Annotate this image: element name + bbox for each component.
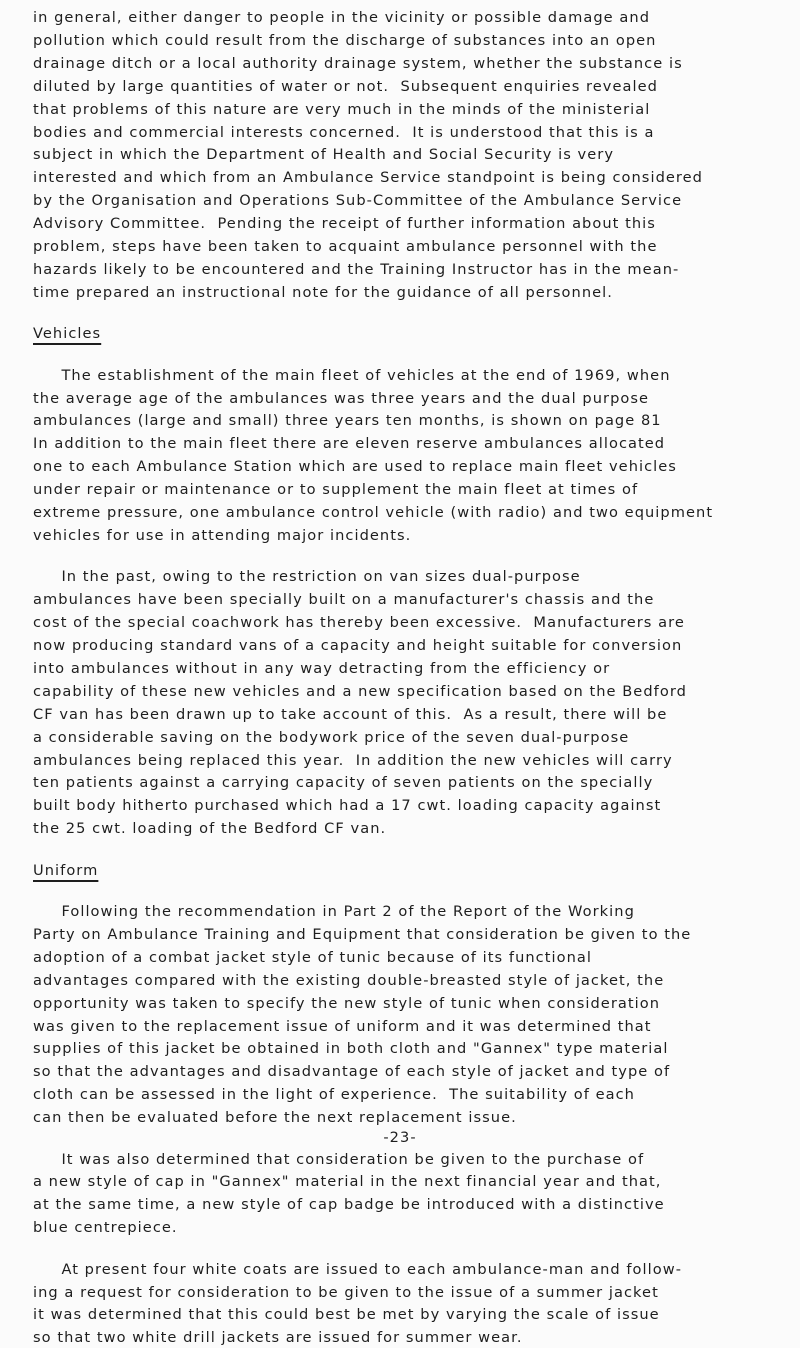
text-line: into ambulances without in any way detracting from the efficiency or: [33, 659, 611, 677]
text-line: ing a request for consideration to be given to the issue of a summer jacket: [33, 1283, 659, 1301]
text-line: ambulances (large and small) three years ten months, is shown on page 81: [33, 412, 662, 430]
text-line: bodies and commercial interests concerned. It is understood that this is a: [33, 123, 655, 141]
text-line: ambulances have been specially built on a manufacturer's chassis and the: [33, 591, 655, 609]
text-line: subject in which the Department of Health and Social Security is very: [33, 146, 614, 164]
section-heading-vehicles: Vehicles: [33, 325, 102, 343]
text-line: diluted by large quantities of water or not. Subsequent enquiries revealed: [33, 77, 658, 95]
text-line: At present four white coats are issued to each ambulance-man and follow-: [33, 1260, 683, 1278]
text-line: a considerable saving on the bodywork price of the seven dual-purpose: [33, 728, 630, 746]
text-line: can then be evaluated before the next replacement issue.: [33, 1109, 517, 1127]
text-line: ambulances being replaced this year. In addition the new vehicles will carry: [33, 751, 673, 769]
text-line: Party on Ambulance Training and Equipment that consideration be given to the: [33, 925, 692, 943]
text-line: problem, steps have been taken to acquaint ambulance personnel with the: [33, 238, 658, 255]
text-line: cloth can be assessed in the light of experience. The suitability of each: [33, 1086, 635, 1104]
text-line: the 25 cwt. loading of the Bedford CF van.: [33, 820, 387, 838]
section-heading-uniform: Uniform: [33, 861, 99, 879]
text-line: by the Organisation and Operations Sub-Committee of the Ambulance Service: [33, 192, 683, 210]
text-line: a new style of cap in "Gannex" material in the next financial year and that,: [33, 1173, 662, 1191]
text-line: In the past, owing to the restriction on van sizes dual-purpose: [33, 568, 581, 586]
text-line: Advisory Committee. Pending the receipt of further information about this: [33, 215, 656, 233]
text-line: the average age of the ambulances was three years and the dual purpose: [33, 389, 650, 407]
text-line: supplies of this jacket be obtained in both cloth and "Gannex" type material: [33, 1040, 669, 1058]
text-line: that problems of this nature are very much in the minds of the ministerial: [33, 100, 651, 118]
page-number: -23-: [383, 1129, 417, 1146]
text-line: now producing standard vans of a capacity and height suitable for conversion: [33, 637, 683, 654]
text-line: drainage ditch or a local authority drainage system, whether the substance is: [33, 54, 683, 72]
text-line: opportunity was taken to specify the new style of tunic when consideration: [33, 994, 661, 1012]
text-line: so that two white drill jackets are issued for summer wear.: [33, 1329, 523, 1347]
text-line: It was also determined that consideration be given to the purchase of: [33, 1150, 645, 1168]
text-line: extreme pressure, one ambulance control vehicle (with radio) and two equipment: [33, 504, 714, 521]
text-line: In addition to the main fleet there are eleven reserve ambulances allocated: [33, 435, 666, 453]
text-line: The establishment of the main fleet of vehicles at the end of 1969, when: [33, 366, 671, 384]
text-line: time prepared an instructional note for the guidance of all personnel.: [33, 283, 613, 301]
text-line: one to each Ambulance Station which are used to replace main fleet vehicles: [33, 458, 677, 476]
text-line: interested and which from an Ambulance Service standpoint is being considered: [33, 169, 703, 187]
text-line: built body hitherto purchased which had a 17 cwt. loading capacity against: [33, 797, 662, 815]
text-line: Following the recommendation in Part 2 of the Report of the Working: [33, 903, 635, 920]
text-line: it was determined that this could best be met by varying the scale of issue: [33, 1306, 660, 1324]
text-line: was given to the replacement issue of uniform and it was determined that: [33, 1017, 652, 1035]
text-line: pollution which could result from the discharge of substances into an open: [33, 31, 657, 49]
text-line: CF van has been drawn up to take account of this. As a result, there will be: [33, 705, 668, 723]
text-line: adoption of a combat jacket style of tunic because of its functional: [33, 948, 592, 966]
text-line: under repair or maintenance or to supplement the main fleet at times of: [33, 481, 639, 499]
text-line: at the same time, a new style of cap badge be introduced with a distinctive: [33, 1196, 665, 1214]
text-line: so that the advantages and disadvantage of each style of jacket and type of: [33, 1063, 671, 1081]
text-line: vehicles for use in attending major incidents.: [33, 526, 412, 544]
text-line: capability of these new vehicles and a new specification based on the Bedford: [33, 682, 687, 700]
text-line: blue centrepiece.: [33, 1219, 178, 1237]
text-line: cost of the special coachwork has thereby been excessive. Manufacturers are: [33, 614, 685, 632]
text-line: ten patients against a carrying capacity of seven patients on the specially: [33, 774, 654, 792]
text-line: hazards likely to be encountered and the Training Instructor has in the mean-: [33, 260, 680, 278]
text-line: advantages compared with the existing double-breasted style of jacket, the: [33, 971, 665, 989]
text-line: in general, either danger to people in the vicinity or possible damage and: [33, 9, 651, 26]
